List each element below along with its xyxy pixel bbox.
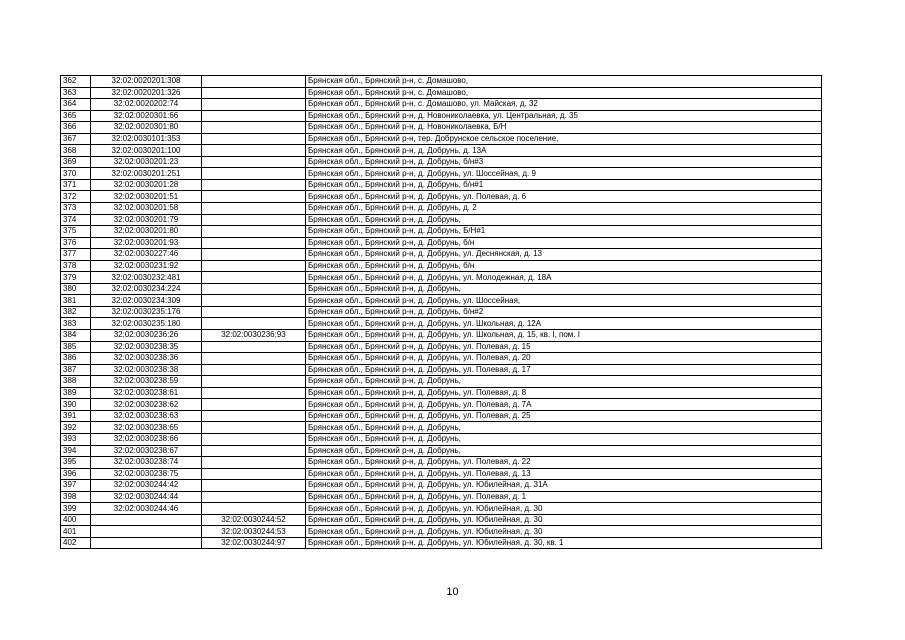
table-row xyxy=(61,249,822,261)
cadastral-number-cell: 32:02:0030235:180 xyxy=(91,318,202,330)
row-number-cell: 394 xyxy=(61,445,91,457)
sub-cadastral-number-cell xyxy=(202,364,306,376)
cadastral-number-cell: 32:02:0030201:80 xyxy=(91,226,202,238)
row-number-cell: 397 xyxy=(61,480,91,492)
address-cell: Брянская обл., Брянский р-н, д. Добрунь, ул. Шоссейная, xyxy=(306,295,822,307)
sub-cadastral-number-cell xyxy=(202,156,306,168)
cadastral-number-cell: 32:02:0030201:58 xyxy=(91,203,202,215)
table-row xyxy=(61,99,822,111)
table-row xyxy=(61,503,822,515)
table-row xyxy=(61,445,822,457)
row-number-cell: 385 xyxy=(61,341,91,353)
address-cell: Брянская обл., Брянский р-н, д. Добрунь, ул. Юбилейная, д. 30 xyxy=(306,526,822,538)
cadastral-number-cell: 32:02:0030238:35 xyxy=(91,341,202,353)
row-number-cell: 380 xyxy=(61,283,91,295)
sub-cadastral-number-cell xyxy=(202,410,306,422)
cadastral-number-cell: 32:02:0030201:251 xyxy=(91,168,202,180)
sub-cadastral-number-cell xyxy=(202,318,306,330)
row-number-cell: 402 xyxy=(61,537,91,549)
table-row xyxy=(61,514,822,526)
cadastral-number-cell: 32:02:0030244:42 xyxy=(91,480,202,492)
row-number-cell: 400 xyxy=(61,514,91,526)
sub-cadastral-number-cell xyxy=(202,145,306,157)
table-row xyxy=(61,341,822,353)
sub-cadastral-number-cell xyxy=(202,110,306,122)
table-row xyxy=(61,387,822,399)
sub-cadastral-number-cell: 32:02:0030236:93 xyxy=(202,330,306,342)
row-number-cell: 363 xyxy=(61,87,91,99)
address-cell: Брянская обл., Брянский р-н, д. Добрунь, xyxy=(306,376,822,388)
row-number-cell: 372 xyxy=(61,191,91,203)
address-cell: Брянская обл., Брянский р-н, д. Добрунь, д. 13А xyxy=(306,145,822,157)
table-row xyxy=(61,203,822,215)
cadastral-number-cell: 32:02:0030244:46 xyxy=(91,503,202,515)
cadastral-number-cell: 32:02:0030234:224 xyxy=(91,283,202,295)
table-row xyxy=(61,480,822,492)
sub-cadastral-number-cell xyxy=(202,87,306,99)
cadastral-number-cell xyxy=(91,514,202,526)
table-row xyxy=(61,330,822,342)
table-row xyxy=(61,237,822,249)
table-row xyxy=(61,364,822,376)
cadastral-number-cell: 32:02:0030101:353 xyxy=(91,133,202,145)
row-number-cell: 390 xyxy=(61,399,91,411)
cadastral-number-cell: 32:02:0020301:80 xyxy=(91,122,202,134)
address-cell: Брянская обл., Брянский р-н, д. Добрунь, ул. Юбилейная, д. 30, кв. 1 xyxy=(306,537,822,549)
cadastral-number-cell: 32:02:0030227:46 xyxy=(91,249,202,261)
row-number-cell: 401 xyxy=(61,526,91,538)
table-row xyxy=(61,526,822,538)
row-number-cell: 399 xyxy=(61,503,91,515)
row-number-cell: 376 xyxy=(61,237,91,249)
address-cell: Брянская обл., Брянский р-н, д. Добрунь, ул. Полевая, д. 15 xyxy=(306,341,822,353)
table-row xyxy=(61,122,822,134)
cadastral-number-cell: 32:02:0020201:308 xyxy=(91,76,202,88)
row-number-cell: 386 xyxy=(61,353,91,365)
table-row xyxy=(61,410,822,422)
row-number-cell: 388 xyxy=(61,376,91,388)
address-cell: Брянская обл., Брянский р-н, д. Добрунь, xyxy=(306,422,822,434)
sub-cadastral-number-cell xyxy=(202,503,306,515)
sub-cadastral-number-cell: 32:02:0030244:52 xyxy=(202,514,306,526)
row-number-cell: 371 xyxy=(61,179,91,191)
sub-cadastral-number-cell xyxy=(202,399,306,411)
sub-cadastral-number-cell xyxy=(202,457,306,469)
table-row xyxy=(61,87,822,99)
row-number-cell: 379 xyxy=(61,272,91,284)
sub-cadastral-number-cell xyxy=(202,272,306,284)
address-cell: Брянская обл., Брянский р-н, д. Добрунь, ул. Полевая, д. 13 xyxy=(306,468,822,480)
address-cell: Брянская обл., Брянский р-н, д. Добрунь, ул. Молодежная, д. 18А xyxy=(306,272,822,284)
row-number-cell: 398 xyxy=(61,491,91,503)
sub-cadastral-number-cell xyxy=(202,341,306,353)
row-number-cell: 383 xyxy=(61,318,91,330)
address-cell: Брянская обл., Брянский р-н, д. Добрунь, ул. Юбилейная, д. 30 xyxy=(306,514,822,526)
cadastral-number-cell: 32:02:0030236:26 xyxy=(91,330,202,342)
row-number-cell: 393 xyxy=(61,433,91,445)
cadastral-number-cell: 32:02:0030238:61 xyxy=(91,387,202,399)
cadastral-number-cell: 32:02:0020202:74 xyxy=(91,99,202,111)
address-cell: Брянская обл., Брянский р-н, д. Добрунь, ул. Полевая, д. 7А xyxy=(306,399,822,411)
sub-cadastral-number-cell xyxy=(202,433,306,445)
address-cell: Брянская обл., Брянский р-н, д. Добрунь, xyxy=(306,433,822,445)
sub-cadastral-number-cell xyxy=(202,249,306,261)
cadastral-number-cell: 32:02:0030235:176 xyxy=(91,306,202,318)
sub-cadastral-number-cell xyxy=(202,76,306,88)
cadastral-number-cell: 32:02:0030238:66 xyxy=(91,433,202,445)
sub-cadastral-number-cell xyxy=(202,168,306,180)
address-cell: Брянская обл., Брянский р-н, д. Добрунь, ул. Полевая, д. 8 xyxy=(306,387,822,399)
row-number-cell: 369 xyxy=(61,156,91,168)
address-cell: Брянская обл., Брянский р-н, д. Добрунь, ул. Полевая, д. 1 xyxy=(306,491,822,503)
row-number-cell: 370 xyxy=(61,168,91,180)
sub-cadastral-number-cell xyxy=(202,237,306,249)
address-cell: Брянская обл., Брянский р-н, д. Добрунь, ул. Полевая, д. 25 xyxy=(306,410,822,422)
address-cell: Брянская обл., Брянский р-н, д. Добрунь, б/н#2 xyxy=(306,306,822,318)
cadastral-number-cell: 32:02:0030238:62 xyxy=(91,399,202,411)
table-row xyxy=(61,295,822,307)
row-number-cell: 395 xyxy=(61,457,91,469)
table-row xyxy=(61,283,822,295)
cadastral-number-cell xyxy=(91,537,202,549)
sub-cadastral-number-cell xyxy=(202,376,306,388)
address-cell: Брянская обл., Брянский р-н, д. Добрунь, б/н#1 xyxy=(306,179,822,191)
row-number-cell: 378 xyxy=(61,260,91,272)
table-row xyxy=(61,260,822,272)
address-cell: Брянская обл., Брянский р-н, д. Добрунь, ул. Полевая, д. 22 xyxy=(306,457,822,469)
address-cell: Брянская обл., Брянский р-н, д. Добрунь, xyxy=(306,214,822,226)
cadastral-number-cell: 32:02:0030201:23 xyxy=(91,156,202,168)
row-number-cell: 375 xyxy=(61,226,91,238)
table-row xyxy=(61,272,822,284)
sub-cadastral-number-cell xyxy=(202,422,306,434)
address-cell: Брянская обл., Брянский р-н, д. Добрунь, б/н xyxy=(306,260,822,272)
sub-cadastral-number-cell xyxy=(202,133,306,145)
row-number-cell: 367 xyxy=(61,133,91,145)
page-number: 10 xyxy=(446,586,459,598)
sub-cadastral-number-cell xyxy=(202,226,306,238)
table-row xyxy=(61,145,822,157)
row-number-cell: 365 xyxy=(61,110,91,122)
table-row xyxy=(61,318,822,330)
sub-cadastral-number-cell xyxy=(202,214,306,226)
sub-cadastral-number-cell xyxy=(202,491,306,503)
sub-cadastral-number-cell xyxy=(202,122,306,134)
row-number-cell: 392 xyxy=(61,422,91,434)
address-cell: Брянская обл., Брянский р-н, с. Домашово, xyxy=(306,76,822,88)
address-cell: Брянская обл., Брянский р-н, с. Домашово, xyxy=(306,87,822,99)
address-cell: Брянская обл., Брянский р-н, тер. Добрунское сельское поселение, xyxy=(306,133,822,145)
address-cell: Брянская обл., Брянский р-н, д. Добрунь, ул. Деснянская, д. 13 xyxy=(306,249,822,261)
address-cell: Брянская обл., Брянский р-н, д. Новониколаевка, ул. Центральная, д. 35 xyxy=(306,110,822,122)
cadastral-number-cell: 32:02:0030238:74 xyxy=(91,457,202,469)
cadastral-number-cell: 32:02:0030201:28 xyxy=(91,179,202,191)
table-row xyxy=(61,468,822,480)
table-row xyxy=(61,168,822,180)
address-cell: Брянская обл., Брянский р-н, д. Добрунь, ул. Шоссейная, д. 9 xyxy=(306,168,822,180)
cadastral-number-cell: 32:02:0030201:51 xyxy=(91,191,202,203)
table-row xyxy=(61,156,822,168)
table-row xyxy=(61,491,822,503)
sub-cadastral-number-cell xyxy=(202,445,306,457)
address-cell: Брянская обл., Брянский р-н, д. Добрунь, б/н xyxy=(306,237,822,249)
sub-cadastral-number-cell xyxy=(202,387,306,399)
sub-cadastral-number-cell xyxy=(202,468,306,480)
sub-cadastral-number-cell xyxy=(202,179,306,191)
row-number-cell: 381 xyxy=(61,295,91,307)
table-row xyxy=(61,376,822,388)
sub-cadastral-number-cell: 32:02:0030244:53 xyxy=(202,526,306,538)
address-cell: Брянская обл., Брянский р-н, д. Добрунь, Б/Н#1 xyxy=(306,226,822,238)
address-cell: Брянская обл., Брянский р-н, д. Добрунь, ул. Полевая, д. 6 xyxy=(306,191,822,203)
row-number-cell: 374 xyxy=(61,214,91,226)
sub-cadastral-number-cell xyxy=(202,480,306,492)
table-row xyxy=(61,422,822,434)
sub-cadastral-number-cell xyxy=(202,353,306,365)
table-row xyxy=(61,457,822,469)
address-cell: Брянская обл., Брянский р-н, д. Добрунь, xyxy=(306,445,822,457)
table-row xyxy=(61,399,822,411)
table-row xyxy=(61,133,822,145)
sub-cadastral-number-cell xyxy=(202,99,306,111)
sub-cadastral-number-cell xyxy=(202,203,306,215)
table-row xyxy=(61,353,822,365)
table-row xyxy=(61,191,822,203)
row-number-cell: 364 xyxy=(61,99,91,111)
row-number-cell: 391 xyxy=(61,410,91,422)
cadastral-number-cell: 32:02:0020301:66 xyxy=(91,110,202,122)
cadastral-number-cell: 32:02:0030238:63 xyxy=(91,410,202,422)
cadastral-number-cell: 32:02:0030231:92 xyxy=(91,260,202,272)
property-register-table xyxy=(60,75,822,549)
cadastral-number-cell: 32:02:0030238:36 xyxy=(91,353,202,365)
cadastral-number-cell: 32:02:0030232:481 xyxy=(91,272,202,284)
table-row xyxy=(61,226,822,238)
cadastral-number-cell: 32:02:0030201:79 xyxy=(91,214,202,226)
table-row xyxy=(61,214,822,226)
address-cell: Брянская обл., Брянский р-н, д. Добрунь, ул. Полевая, д. 17 xyxy=(306,364,822,376)
sub-cadastral-number-cell xyxy=(202,191,306,203)
cadastral-number-cell: 32:02:0030201:93 xyxy=(91,237,202,249)
table-row xyxy=(61,537,822,549)
address-cell: Брянская обл., Брянский р-н, д. Новониколаевка, Б/Н xyxy=(306,122,822,134)
address-cell: Брянская обл., Брянский р-н, д. Добрунь, ул. Юбилейная, д. 31А xyxy=(306,480,822,492)
table-row xyxy=(61,110,822,122)
sub-cadastral-number-cell xyxy=(202,306,306,318)
table-row xyxy=(61,179,822,191)
sub-cadastral-number-cell xyxy=(202,260,306,272)
row-number-cell: 373 xyxy=(61,203,91,215)
row-number-cell: 389 xyxy=(61,387,91,399)
cadastral-number-cell xyxy=(91,526,202,538)
address-cell: Брянская обл., Брянский р-н, д. Добрунь, xyxy=(306,283,822,295)
address-cell: Брянская обл., Брянский р-н, д. Добрунь, б/н#3 xyxy=(306,156,822,168)
address-cell: Брянская обл., Брянский р-н, д. Добрунь, ул. Школьная, д. 12А xyxy=(306,318,822,330)
row-number-cell: 384 xyxy=(61,330,91,342)
sub-cadastral-number-cell: 32:02:0030244:97 xyxy=(202,537,306,549)
address-cell: Брянская обл., Брянский р-н, д. Добрунь, д. 2 xyxy=(306,203,822,215)
table-row xyxy=(61,306,822,318)
row-number-cell: 366 xyxy=(61,122,91,134)
sub-cadastral-number-cell xyxy=(202,295,306,307)
row-number-cell: 362 xyxy=(61,76,91,88)
cadastral-number-cell: 32:02:0030244:44 xyxy=(91,491,202,503)
register-table-body xyxy=(61,76,822,549)
table-row xyxy=(61,433,822,445)
cadastral-number-cell: 32:02:0030238:38 xyxy=(91,364,202,376)
sub-cadastral-number-cell xyxy=(202,283,306,295)
address-cell: Брянская обл., Брянский р-н, д. Добрунь, ул. Юбилейная, д. 30 xyxy=(306,503,822,515)
table-row xyxy=(61,76,822,88)
cadastral-number-cell: 32:02:0030238:67 xyxy=(91,445,202,457)
row-number-cell: 382 xyxy=(61,306,91,318)
cadastral-number-cell: 32:02:0030238:65 xyxy=(91,422,202,434)
cadastral-number-cell: 32:02:0030201:100 xyxy=(91,145,202,157)
address-cell: Брянская обл., Брянский р-н, д. Добрунь, ул. Полевая, д. 20 xyxy=(306,353,822,365)
cadastral-number-cell: 32:02:0030238:59 xyxy=(91,376,202,388)
row-number-cell: 396 xyxy=(61,468,91,480)
cadastral-number-cell: 32:02:0030238:75 xyxy=(91,468,202,480)
cadastral-number-cell: 32:02:0030234:309 xyxy=(91,295,202,307)
row-number-cell: 377 xyxy=(61,249,91,261)
address-cell: Брянская обл., Брянский р-н, с. Домашово, ул. Майская, д. 32 xyxy=(306,99,822,111)
address-cell: Брянская обл., Брянский р-н, д. Добрунь, ул. Школьная, д. 15, кв. I, пом. I xyxy=(306,330,822,342)
row-number-cell: 368 xyxy=(61,145,91,157)
cadastral-number-cell: 32:02:0020201:326 xyxy=(91,87,202,99)
row-number-cell: 387 xyxy=(61,364,91,376)
